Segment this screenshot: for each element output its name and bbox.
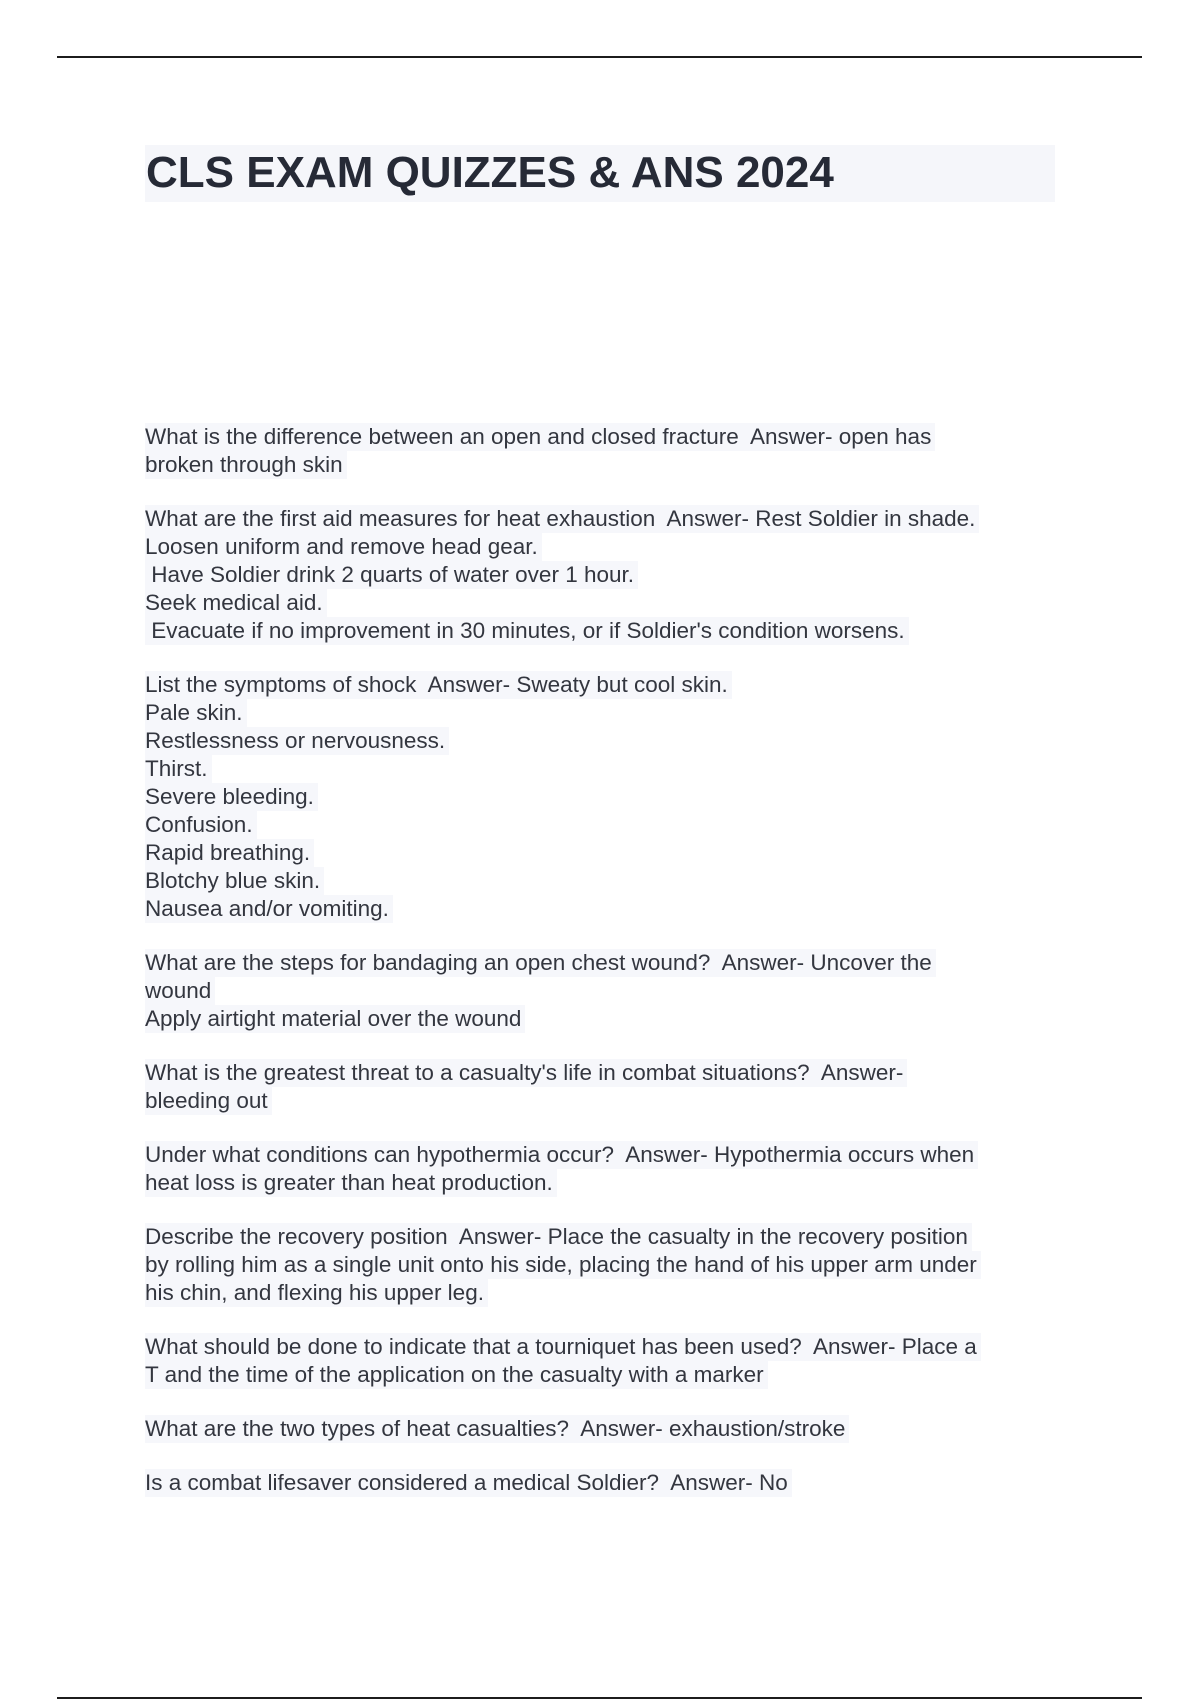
- qa-line: What should be done to indicate that a tourniquet has been used? Answer- Place a: [145, 1333, 981, 1361]
- qa-line: Thirst.: [145, 755, 212, 783]
- qa-line: Blotchy blue skin.: [145, 867, 324, 895]
- document-title: CLS EXAM QUIZZES & ANS 2024: [146, 148, 834, 197]
- bottom-rule: [57, 1697, 1142, 1699]
- qa-line: Loosen uniform and remove head gear.: [145, 533, 542, 561]
- qa-line: What are the two types of heat casualties? Answer- exhaustion/stroke: [145, 1415, 849, 1443]
- qa-line: Describe the recovery position Answer- Place the casualty in the recovery position: [145, 1223, 972, 1251]
- qa-line: his chin, and flexing his upper leg.: [145, 1279, 488, 1307]
- qa-line: Restlessness or nervousness.: [145, 727, 449, 755]
- qa-line: What is the difference between an open and closed fracture Answer- open has: [145, 423, 935, 451]
- qa-line: Rapid breathing.: [145, 839, 314, 867]
- qa-line: bleeding out: [145, 1087, 272, 1115]
- qa-item: [145, 1059, 1065, 1115]
- qa-item: [145, 1333, 1065, 1389]
- qa-line: Seek medical aid.: [145, 589, 327, 617]
- qa-item: [145, 505, 1065, 645]
- qa-line: What are the first aid measures for heat exhaustion Answer- Rest Soldier in shade.: [145, 505, 979, 533]
- qa-line: Is a combat lifesaver considered a medical Soldier? Answer- No: [145, 1469, 792, 1497]
- qa-line: heat loss is greater than heat production.: [145, 1169, 557, 1197]
- qa-line: What is the greatest threat to a casualty's life in combat situations? Answer-: [145, 1059, 907, 1087]
- qa-line: wound: [145, 977, 215, 1005]
- qa-line: Apply airtight material over the wound: [145, 1005, 525, 1033]
- qa-item: [145, 1223, 1065, 1307]
- qa-list: [145, 423, 1065, 1523]
- qa-item: [145, 671, 1065, 923]
- qa-line: Under what conditions can hypothermia occur? Answer- Hypothermia occurs when: [145, 1141, 978, 1169]
- qa-line: T and the time of the application on the casualty with a marker: [145, 1361, 768, 1389]
- qa-line: Confusion.: [145, 811, 257, 839]
- qa-line: broken through skin: [145, 451, 347, 479]
- qa-item: [145, 423, 1065, 479]
- qa-line: Severe bleeding.: [145, 783, 318, 811]
- qa-line: Evacuate if no improvement in 30 minutes, or if Soldier's condition worsens.: [145, 617, 909, 645]
- qa-line: List the symptoms of shock Answer- Sweaty but cool skin.: [145, 671, 732, 699]
- top-rule: [57, 56, 1142, 58]
- qa-line: Have Soldier drink 2 quarts of water over 1 hour.: [145, 561, 638, 589]
- qa-line: Nausea and/or vomiting.: [145, 895, 393, 923]
- qa-line: Pale skin.: [145, 699, 247, 727]
- qa-item: [145, 1141, 1065, 1197]
- qa-item: [145, 1415, 1065, 1443]
- qa-line: What are the steps for bandaging an open chest wound? Answer- Uncover the: [145, 949, 936, 977]
- qa-item: [145, 1469, 1065, 1497]
- qa-item: [145, 949, 1065, 1033]
- qa-line: by rolling him as a single unit onto his side, placing the hand of his upper arm under: [145, 1251, 981, 1279]
